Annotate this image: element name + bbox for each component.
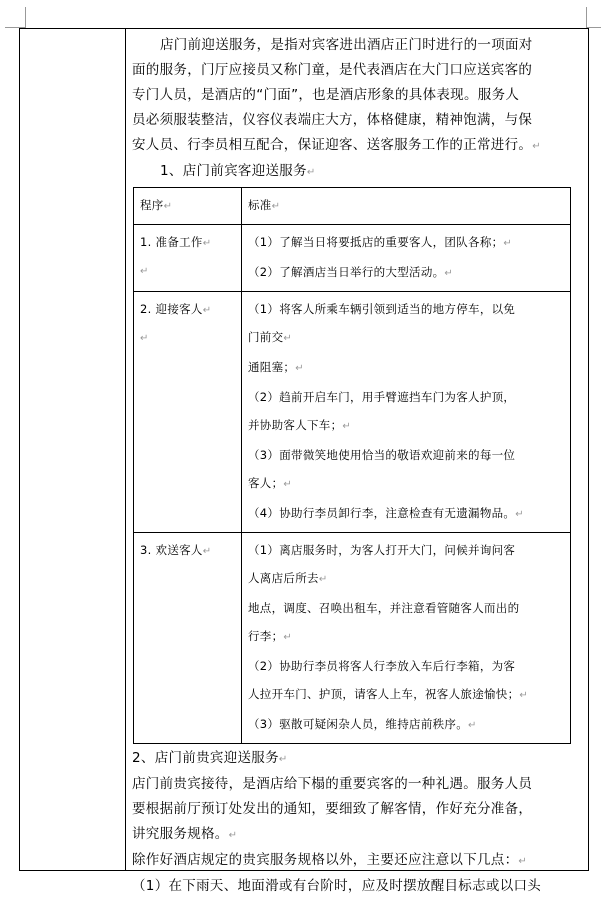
standard-cell: （1）离店服务时，为客人打开大门，问候并询问客 人离店后所去↵ 地点，调度、召唤出租车，并注意看管随客人而出的 行李；↵ （2）协助行李员将客人行李放入车后行李箱，为客 人拉开车门、护顶，请客人上车，祝客人旅途愉快；↵ （3）驱散可疑闲杂人员，维持店前秩序。↵ [242, 533, 571, 744]
header-cell: 程序↵ [134, 188, 242, 225]
section-heading-1 [132, 159, 582, 185]
step-cell: 2. 迎接客人↵ ↵ [134, 292, 242, 533]
table-row [134, 292, 571, 533]
table-row [134, 225, 571, 292]
margin-corner-right [586, 7, 601, 28]
heading-text: 1、店门前宾客迎送服务 [160, 163, 307, 179]
standard-cell: （1）了解当日将要抵店的重要客人，团队各称；↵ （2）了解酒店当日举行的大型活动。↵ [242, 225, 571, 292]
intro-line: 面的服务，门厅应接员又称门童，是代表酒店在大门口应送宾客的 [132, 62, 533, 78]
intro-line [132, 133, 582, 159]
para-line: 要根据前厅预订处发出的通知，要细致了解客情，作好充分准备， [132, 801, 533, 817]
section-heading-2: 2、店门前贵宾迎送服务↵ [132, 750, 288, 766]
standard-cell: （1）将客人所乘车辆引领到适当的地方停车，以免 门前交↵ 通阻塞；↵ （2）趋前开启车门，用手臂遮挡车门为客人护顶， 并协助客人下车；↵ （3）面带微笑地使用恰当的敬语欢迎前来的每一位 客人；↵ （4）协助行李员卸行李，注意检查有无遗漏物品。↵ [242, 292, 571, 533]
table-row [134, 533, 571, 744]
header-cell: 标准↵ [242, 188, 571, 225]
para-line: 除作好酒店规定的贵宾服务规格以外，主要还应注意以下几点：↵ [132, 852, 528, 868]
paragraph-mark-icon: ↵ [532, 141, 541, 152]
intro-line: 员必须服装整洁，仪容仪表端庄大方，体格健康，精神饱满，与保 [132, 112, 533, 128]
paragraph-mark-icon: ↵ [306, 167, 316, 178]
column-divider [125, 29, 126, 870]
procedure-table [133, 187, 571, 744]
para-line: 店门前贵宾接待，是酒店给下榻的重要宾客的一种礼遇。服务人员 [132, 776, 533, 792]
intro-line: 专门人员，是酒店的“门面”，也是酒店形象的具体表现。服务人 [132, 87, 520, 103]
step-cell: 3. 欢送客人↵ [134, 533, 242, 744]
document-body[interactable] [132, 33, 582, 899]
step-cell: 1. 准备工作↵ ↵ [134, 225, 242, 292]
margin-corner-left [5, 7, 26, 28]
para-line: （1）在下雨天、地面滑或有台阶时，应及时摆放醒目标志或以口头 [132, 878, 542, 894]
intro-text: 安人员、行李员相互配合，保证迎客、送客服务工作的正常进行。 [132, 137, 533, 153]
table-header-row [134, 188, 571, 225]
outer-table [19, 28, 589, 894]
para-line: 讲究服务规格。↵ [132, 826, 238, 842]
intro-line: 店门前迎送服务，是指对宾客进出酒店正门时进行的一项面对 [160, 37, 533, 53]
